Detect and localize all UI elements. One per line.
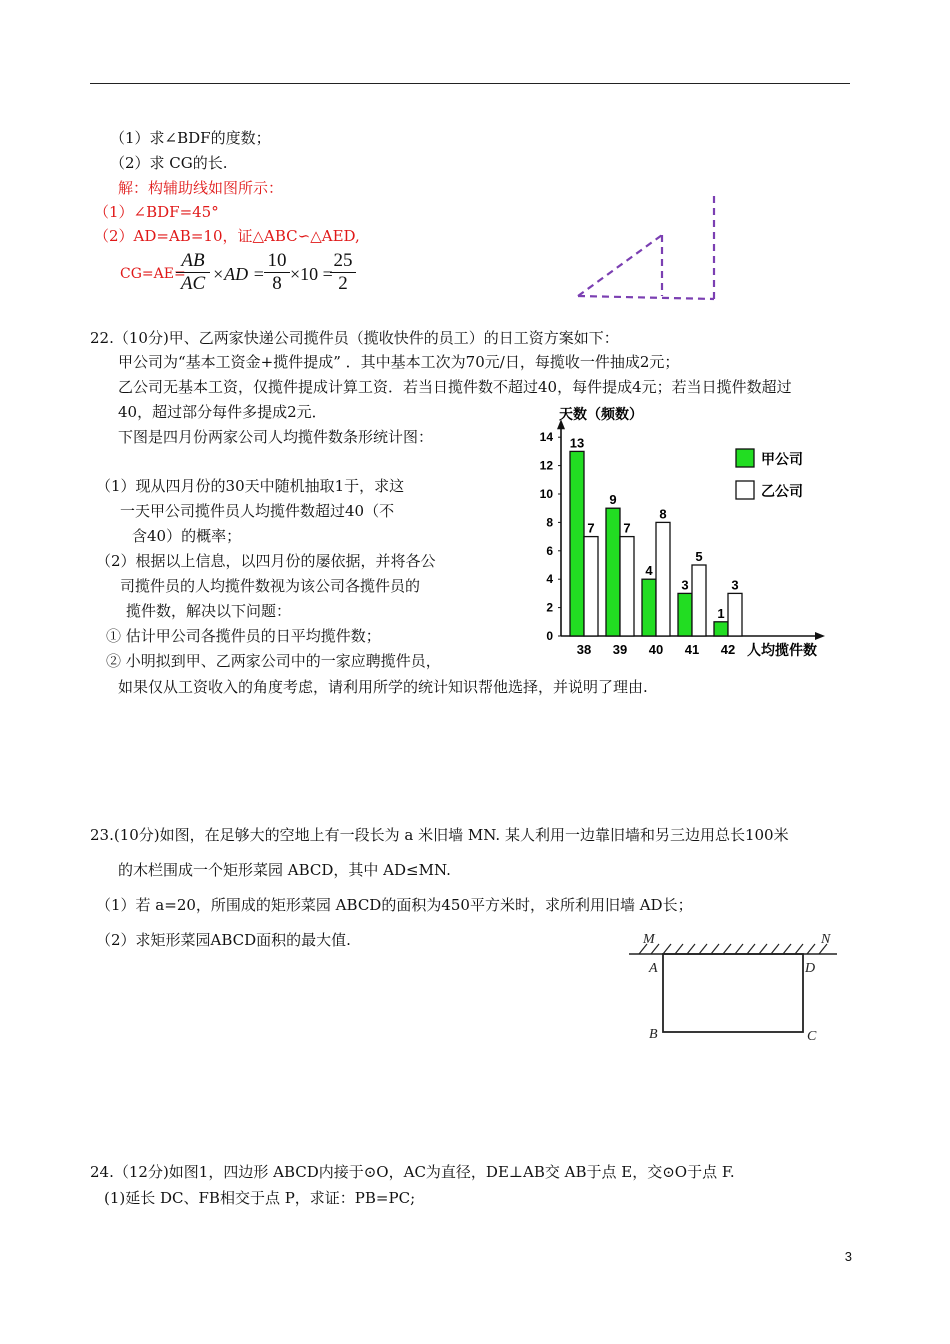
bar-yi: [656, 522, 670, 636]
q21-solution-1: （1）∠BDF=45°: [94, 203, 219, 221]
q21-times-ad: ×AD =: [212, 264, 265, 284]
q21-solution-2: （2）AD=AB=10，证△ABC∽△AED,: [94, 227, 360, 245]
y-tick-label: 8: [546, 515, 553, 530]
legend-swatch: [736, 481, 754, 499]
q23-line3: （1）若 a=20，所围成的矩形菜园 ABCD的面积为450平方米时，求所利用旧墙 AD长；: [96, 896, 693, 914]
q23-line4: （2）求矩形菜园ABCD面积的最大值.: [96, 931, 351, 949]
x-tick-label: 40: [648, 642, 664, 657]
y-axis-label: 天数（频数）: [559, 407, 643, 424]
q22-title: 22.（10分)甲、乙两家快递公司揽件员（揽收快件的员工）的日工资方案如下：: [90, 329, 619, 347]
q23-line2: 的木栏围成一个矩形菜园 ABCD，其中 AD≤MN.: [118, 861, 451, 879]
q22-s2c: 揽件数，解决以下问题：: [126, 602, 292, 620]
bar-yi: [584, 537, 598, 636]
x-tick-label: 42: [720, 642, 736, 657]
bar-value-label: 9: [609, 492, 617, 508]
q22-c3: 如果仅从工资收入的角度考虑，请利用所学的统计知识帮他选择，并说明了理由.: [118, 678, 648, 696]
x-tick-label: 38: [576, 642, 592, 657]
q24-line1: 24.（12分)如图1，四边形 ABCD内接于⊙O，AC为直径，DE⊥AB交 AB于点 E，交⊙O于点 F.: [90, 1163, 735, 1181]
frac-denominator: AC: [176, 272, 210, 295]
fraction-10-8: [264, 250, 290, 295]
frac-denominator: 8: [264, 272, 290, 295]
q22-p3: 40，超过部分每件多提成2元．: [118, 403, 327, 421]
bar-jia: [678, 593, 692, 636]
x-axis-arrow: [815, 632, 825, 640]
legend-label: 甲公司: [761, 452, 803, 468]
q21-sub1: （1）求∠BDF的度数；: [110, 129, 271, 147]
label-a: A: [649, 961, 658, 976]
q22-s1c: 含40）的概率；: [132, 527, 242, 545]
label-d: D: [805, 961, 816, 976]
q22-s1b: 一天甲公司揽件员人均揽件数超过40（不: [120, 502, 395, 520]
frac-numerator: AB: [181, 250, 205, 271]
x-tick-label: 41: [684, 642, 700, 657]
y-tick-label: 12: [539, 458, 553, 473]
frac-denominator: 2: [330, 272, 356, 295]
bar-jia: [570, 451, 584, 636]
x-tick-label: 39: [612, 642, 628, 657]
label-n: N: [821, 932, 831, 947]
y-tick-label: 10: [539, 487, 553, 501]
y-tick-label: 0: [546, 629, 553, 643]
q21-sub2: （2）求 CG的长.: [110, 154, 228, 172]
q21-cg-prefix: CG=AE=: [120, 266, 186, 282]
q23-line1: 23.(10分)如图，在足够大的空地上有一段长为 a 米旧墙 MN. 某人利用一边靠旧墙和另三边用总长100米: [90, 826, 789, 844]
fraction-ab-ac: [176, 250, 210, 295]
q21-auxiliary-figure: [570, 190, 730, 310]
q22-c1: ① 估计甲公司各揽件员的日平均揽件数；: [106, 627, 381, 645]
q22-s1a: （1）现从四月份的30天中随机抽取1于，求这: [96, 477, 405, 495]
y-tick-label: 4: [546, 572, 553, 587]
q22-s2b: 司揽件员的人均揽件数视为该公司各揽件员的: [120, 577, 421, 595]
bar-value-label: 3: [731, 577, 739, 593]
bar-value-label: 13: [569, 435, 585, 451]
q22-c2: ② 小明拟到甲、乙两家公司中的一家应聘揽件员，: [106, 652, 441, 670]
bar-yi: [692, 565, 706, 636]
bar-value-label: 5: [695, 549, 703, 564]
bar-value-label: 7: [623, 520, 631, 536]
q21-times-10: ×10 =: [290, 264, 333, 284]
fraction-25-2: [330, 250, 356, 295]
aux-line-base: [578, 296, 714, 299]
q23-garden-figure: [625, 928, 845, 1048]
legend-label: 乙公司: [761, 484, 803, 500]
bar-value-label: 1: [717, 605, 725, 621]
y-tick-label: 6: [546, 543, 553, 558]
q24-line2: (1)延长 DC、FB相交于点 P，求证：PB=PC;: [104, 1189, 416, 1207]
y-tick-label: 2: [546, 600, 553, 615]
x-axis-label: 人均揽件数: [747, 643, 817, 659]
label-m: M: [643, 932, 655, 947]
legend-swatch: [736, 449, 754, 467]
bar-value-label: 4: [645, 563, 653, 579]
bar-value-label: 3: [681, 577, 689, 593]
page-number: 3: [844, 1249, 852, 1264]
y-tick-label: 14: [539, 430, 553, 445]
aux-line-diagonal: [578, 235, 662, 296]
bar-value-label: 7: [587, 520, 595, 536]
frac-numerator: 25: [333, 250, 353, 271]
q22-p1: 甲公司为“基本工资金+揽件提成” ．其中基本工次为70元/日，每揽收一件抽成2元；: [118, 353, 680, 371]
bar-jia: [642, 579, 656, 636]
label-b: B: [649, 1027, 658, 1042]
bar-yi: [620, 537, 634, 636]
q22-s2a: （2）根据以上信息，以四月份的屡依据，并将各公: [96, 552, 436, 570]
bar-yi: [728, 593, 742, 636]
q22-p2: 乙公司无基本工资，仅揽件提成计算工资．若当日揽件数不超过40，每件提成4元；若当日揽件数超过: [118, 378, 792, 396]
bar-chart: [525, 405, 835, 665]
q22-p4: 下图是四月份两家公司人均揽件数条形统计图：: [118, 428, 434, 446]
garden-rectangle: [663, 954, 803, 1032]
q21-solution-head: 解：构辅助线如图所示：: [118, 179, 284, 197]
bar-jia: [714, 622, 728, 636]
bar-jia: [606, 508, 620, 636]
bar-value-label: 8: [659, 506, 667, 522]
label-c: C: [807, 1029, 817, 1044]
header-rule: [90, 83, 850, 84]
frac-numerator: 10: [267, 250, 287, 271]
